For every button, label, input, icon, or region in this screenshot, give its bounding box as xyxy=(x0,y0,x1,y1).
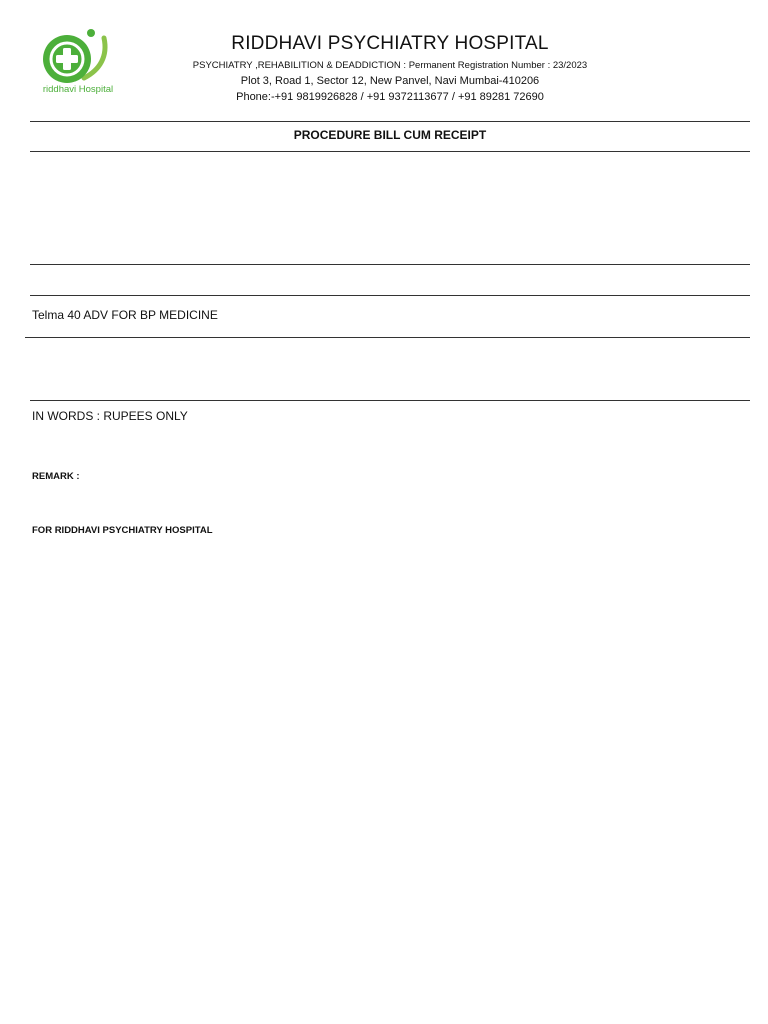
divider-items-top xyxy=(30,295,750,296)
hospital-header xyxy=(130,32,650,105)
divider-total xyxy=(30,400,750,401)
hospital-phone: Phone:-+91 9819926828 / +91 9372113677 / +91 89281 72690 xyxy=(236,91,544,103)
hospital-logo xyxy=(38,26,118,98)
remark-label: REMARK : xyxy=(32,471,80,482)
logo-text: riddhavi Hospital xyxy=(42,84,114,95)
amount-in-words: IN WORDS : RUPEES ONLY xyxy=(32,409,188,423)
divider-items-bottom xyxy=(25,337,750,338)
signature-label: FOR RIDDHAVI PSYCHIATRY HOSPITAL xyxy=(32,525,213,536)
services-registration-line: PSYCHIATRY ,REHABILITION & DEADDICTION : Permanent Registration Number : 23/2023 xyxy=(192,60,588,71)
divider-title-bottom xyxy=(30,151,750,152)
divider-top xyxy=(30,121,750,122)
hospital-address: Plot 3, Road 1, Sector 12, New Panvel, Navi Mumbai-410206 xyxy=(240,75,540,87)
receipt-title: PROCEDURE BILL CUM RECEIPT xyxy=(293,128,487,142)
divider-patient-details-bottom xyxy=(30,264,750,265)
medical-cross-figure-icon xyxy=(38,26,118,86)
hospital-name: RIDDHAVI PSYCHIATRY HOSPITAL xyxy=(231,33,549,54)
item-description: Telma 40 ADV FOR BP MEDICINE xyxy=(32,308,218,322)
